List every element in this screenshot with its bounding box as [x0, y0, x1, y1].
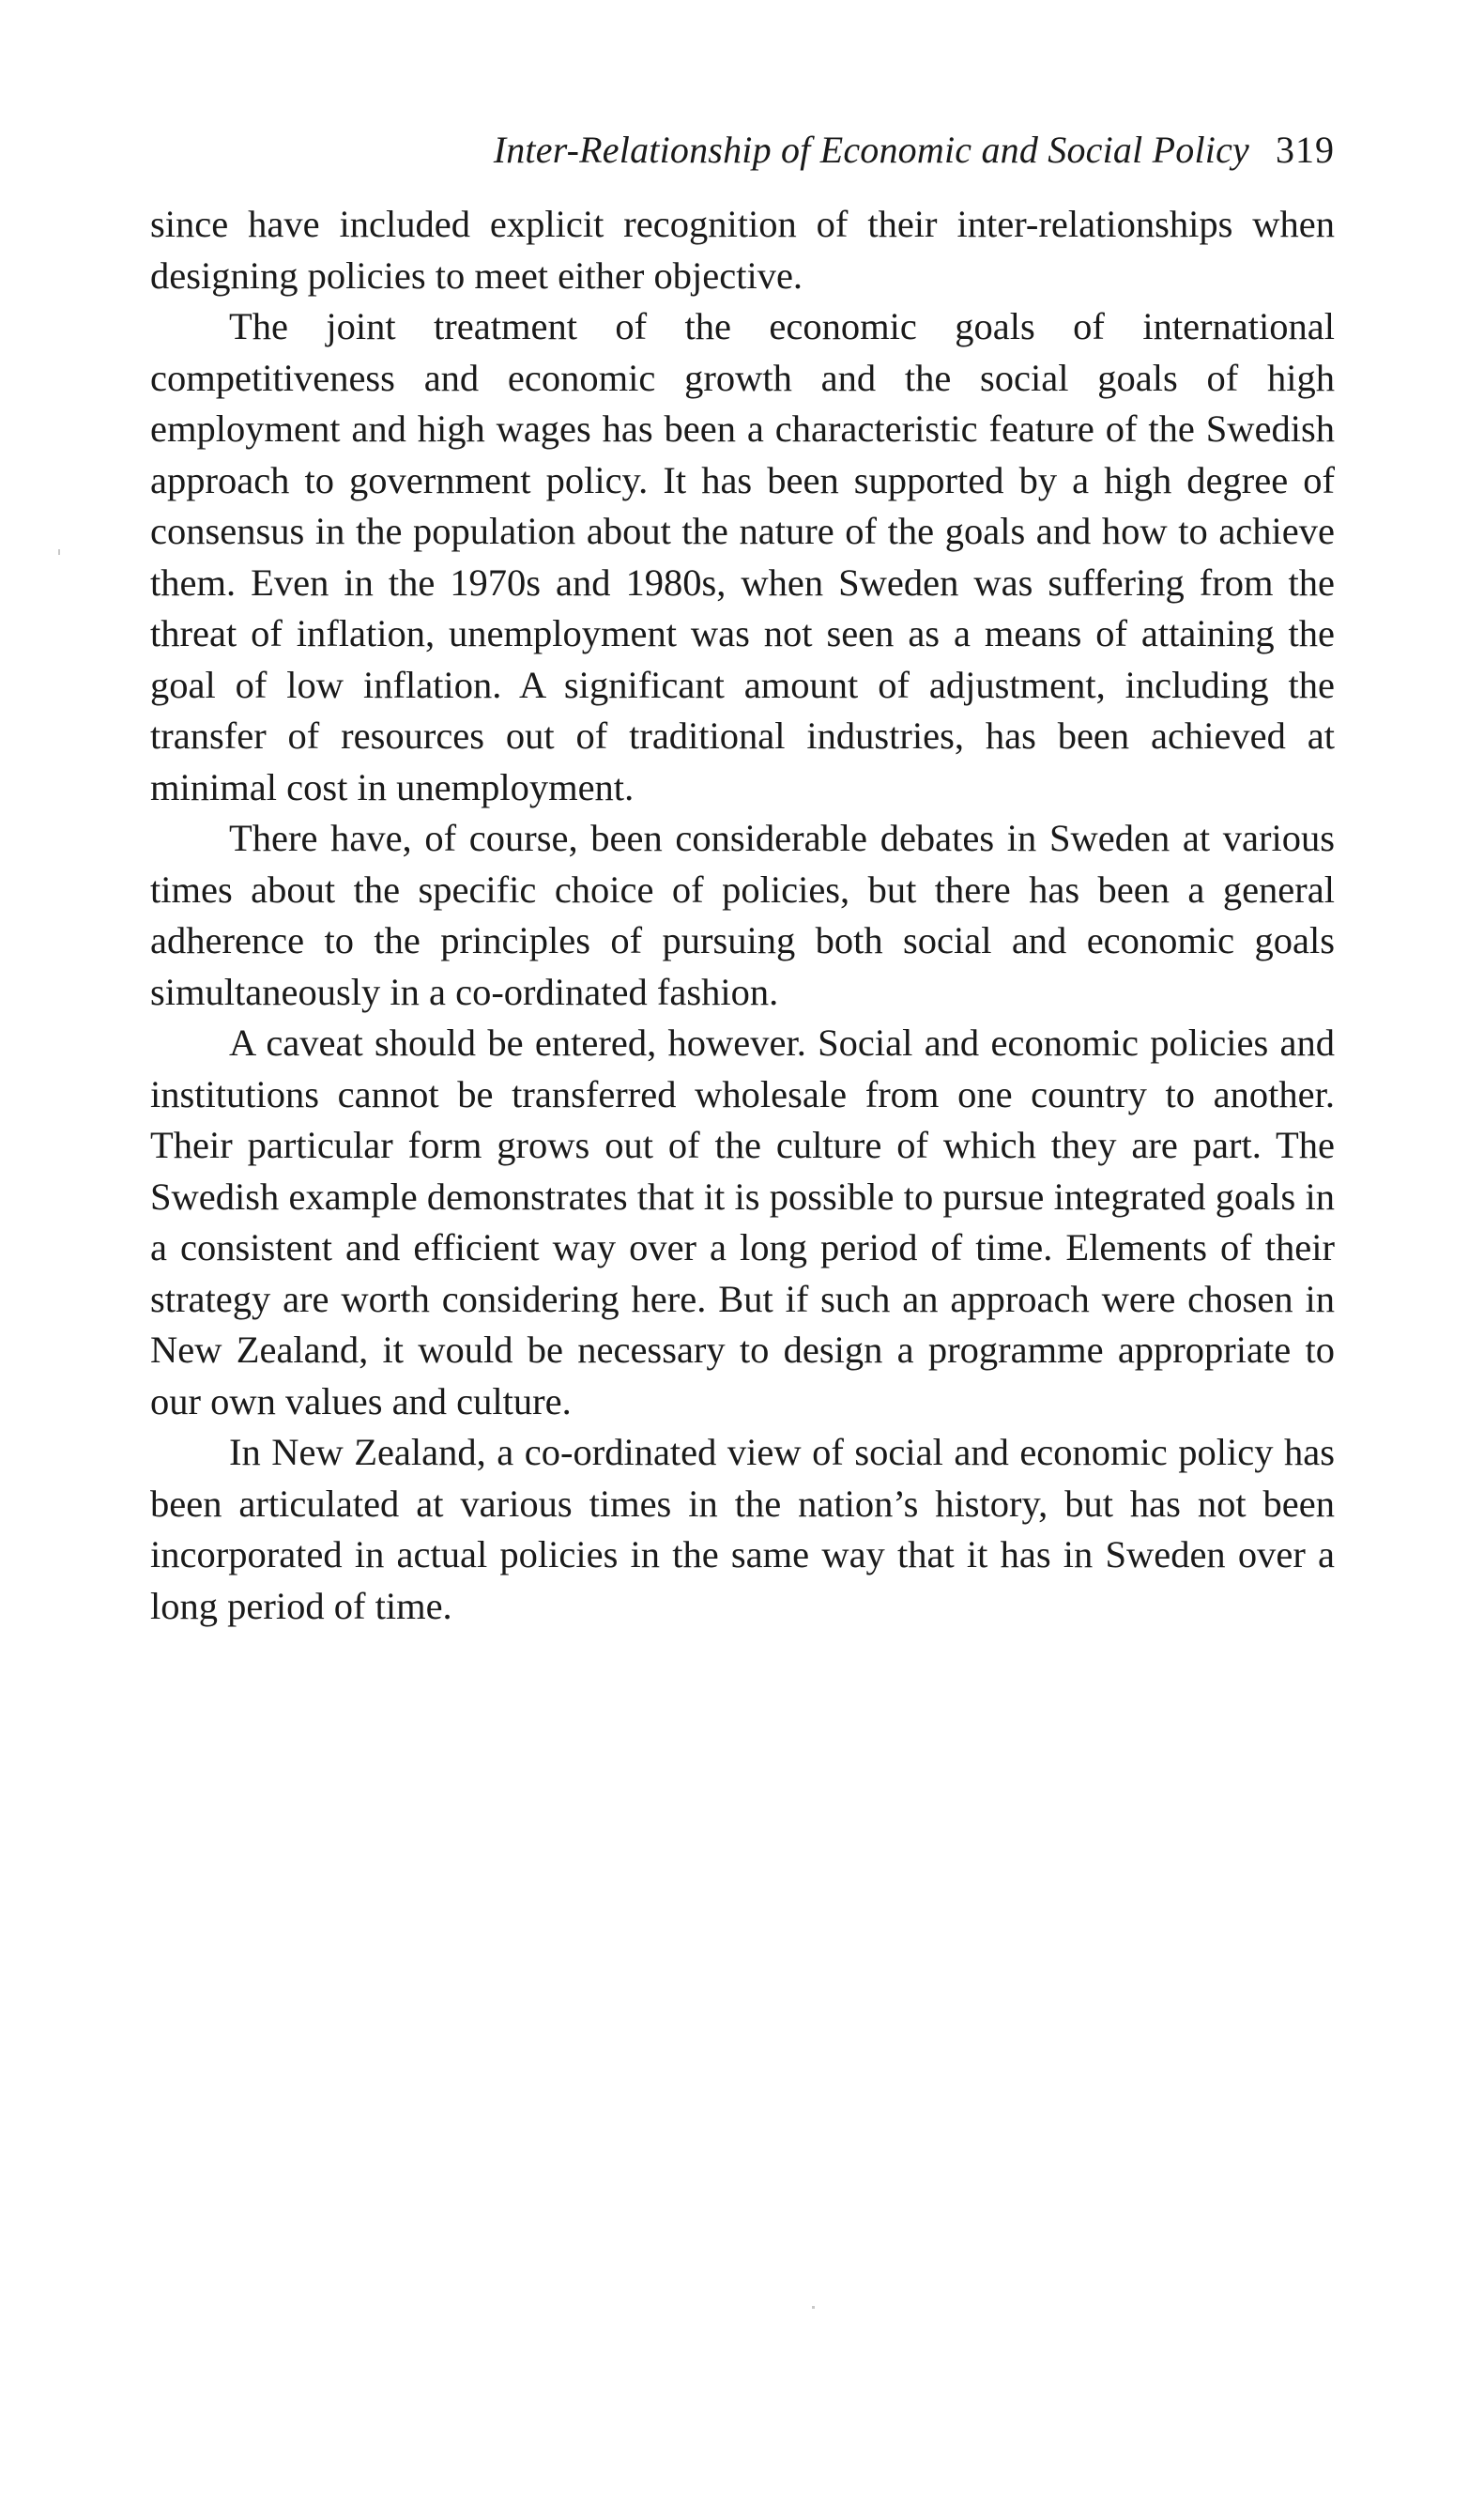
- paragraph-joint-treatment: The joint treatment of the economic goals of international competitiveness and economic growth and the social goals of high employment and high wages has been a characteristic feature of the Swedish approach to government policy. It has been supported by a high degree of consensus in the population about the nature of the goals and how to achieve them. Even in the 1970s and 1980s, when Sweden was suffering from the threat of inflation, unemployment was not seen as a means of attaining the goal of low inflation. A significant amount of adjustment, including the transfer of resources out of traditional industries, has been achieved at minimal cost in unemployment.: [150, 305, 1335, 808]
- running-title: Inter-Relationship of Economic and Social Policy: [493, 129, 1249, 171]
- paragraph-debates: There have, of course, been considerable debates in Sweden at various times about the specific choice of policies, but there has been a general adherence to the principles of pursuing both social and economic goals simultaneously in a co-ordinated fashion.: [150, 817, 1335, 1013]
- page-number: 319: [1276, 129, 1335, 171]
- body-text: [150, 199, 1335, 1632]
- scan-speck: [58, 549, 60, 555]
- paragraph-continuation: since have included explicit recognition of their inter-relationships when designing policies to meet either objective.: [150, 203, 1335, 297]
- book-page: [150, 131, 1335, 1632]
- scan-speck: [812, 2306, 815, 2309]
- running-head: [150, 131, 1335, 182]
- paragraph-new-zealand: In New Zealand, a co-ordinated view of social and economic policy has been articulated at various times in the nation’s history, but has not been incorporated in actual policies in the same way that it has in Sweden over a long period of time.: [150, 1431, 1335, 1627]
- paragraph-caveat: A caveat should be entered, however. Social and economic policies and institutions cannot be transferred wholesale from one country to another. Their particular form grows out of the culture of which they are part. The Swedish example demonstrates that it is possible to pursue integrated goals in a consistent and efficient way over a long period of time. Elements of their strategy are worth considering here. But if such an approach were chosen in New Zealand, it would be necessary to design a programme appropriate to our own values and culture.: [150, 1022, 1335, 1422]
